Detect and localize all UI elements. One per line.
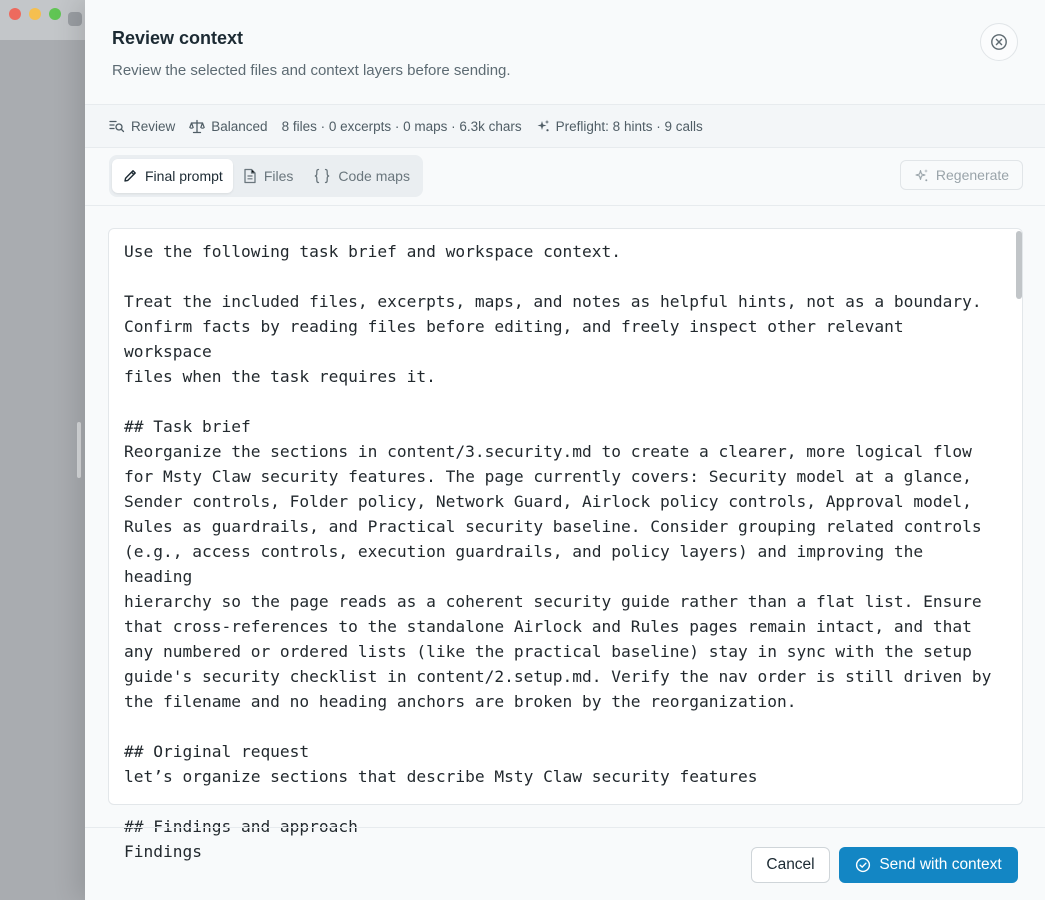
final-prompt-text[interactable]: Use the following task brief and workspace context. Treat the included files, excerpts, maps, and notes as helpful hints, not as a boundary. Confirm facts by reading files before editing, and freely inspect other relevant workspace files when the task requires it. ## Task brief Reorganize the sections in content/3.security.md to create a clearer, more logical flow for Msty Claw security features. The page currently covers: Security model at a glance, Sender controls, Folder policy, Network Guard, Airlock policy controls, Approval model, Rules as guardrails, and Practical security baseline. Consider grouping related controls (e.g., access controls, execution guardrails, and policy layers) and improving the heading hierarchy so the page reads as a coherent security guide rather than a flat list. Ensure that cross-references to the standalone Airlock and Rules pages remain intact, and that any numbered or ordered lists (like the practical baseline) stay in sync with the setup guide's security checklist in content/2.setup.md. Verify the nav order is still driven by the filename and no heading anchors are broken by the reorganization. ## Original request let’s organize sections that describe Msty Claw security features ## Findings and approach Findings (124, 242, 992, 861)
zoom-window-dot[interactable] (49, 8, 61, 20)
review-search-icon (109, 119, 125, 133)
mode-label: Review (131, 118, 176, 134)
preflight-label: Preflight: 8 hints · 9 calls (555, 118, 703, 134)
minimize-window-dot[interactable] (29, 8, 41, 20)
send-with-context-button[interactable] (839, 847, 1018, 883)
file-icon (243, 168, 257, 184)
page-title: Review context (112, 28, 244, 48)
send-label: Send with context (879, 856, 1002, 873)
view-toolbar (85, 148, 1045, 206)
sparkles-icon (536, 119, 550, 133)
context-summary-bar (85, 104, 1045, 148)
preset-indicator (189, 119, 267, 134)
background-toolbar-icon (68, 12, 82, 26)
tab-final-prompt[interactable] (112, 159, 233, 193)
context-counts (282, 119, 522, 134)
background-resize-handle[interactable] (77, 422, 81, 478)
scale-icon (189, 119, 205, 134)
review-context-sheet (85, 0, 1045, 900)
scrollbar-thumb[interactable] (1016, 231, 1022, 299)
tab-code-maps[interactable] (303, 159, 420, 193)
regenerate-label: Regenerate (935, 167, 1010, 183)
tab-label: Files (263, 168, 294, 184)
regenerate-button[interactable] (900, 160, 1023, 190)
preset-label: Balanced (211, 118, 268, 134)
preflight-indicator (536, 119, 703, 134)
tab-label: Final prompt (145, 168, 223, 184)
cancel-button[interactable]: Cancel (751, 847, 830, 883)
final-prompt-editor[interactable] (108, 228, 1023, 861)
tab-files[interactable] (233, 159, 304, 193)
mode-indicator (109, 119, 175, 134)
close-circle-icon (990, 33, 1008, 51)
view-tabs (109, 155, 423, 197)
sheet-footer (85, 827, 1045, 900)
page-subtitle: Review the selected files and context layers before sending. (112, 62, 511, 79)
braces-icon (313, 168, 331, 184)
sheet-header (85, 0, 1045, 104)
counts-label: 8 files · 0 excerpts · 0 maps · 6.3k chars (281, 118, 522, 134)
prompt-scrollbar[interactable] (1015, 229, 1024, 804)
tab-label: Code maps (338, 168, 410, 184)
check-circle-icon (855, 857, 871, 873)
close-button[interactable] (980, 23, 1018, 61)
pencil-icon (122, 168, 138, 184)
close-window-dot[interactable] (9, 8, 21, 20)
sparkles-icon (914, 168, 929, 183)
